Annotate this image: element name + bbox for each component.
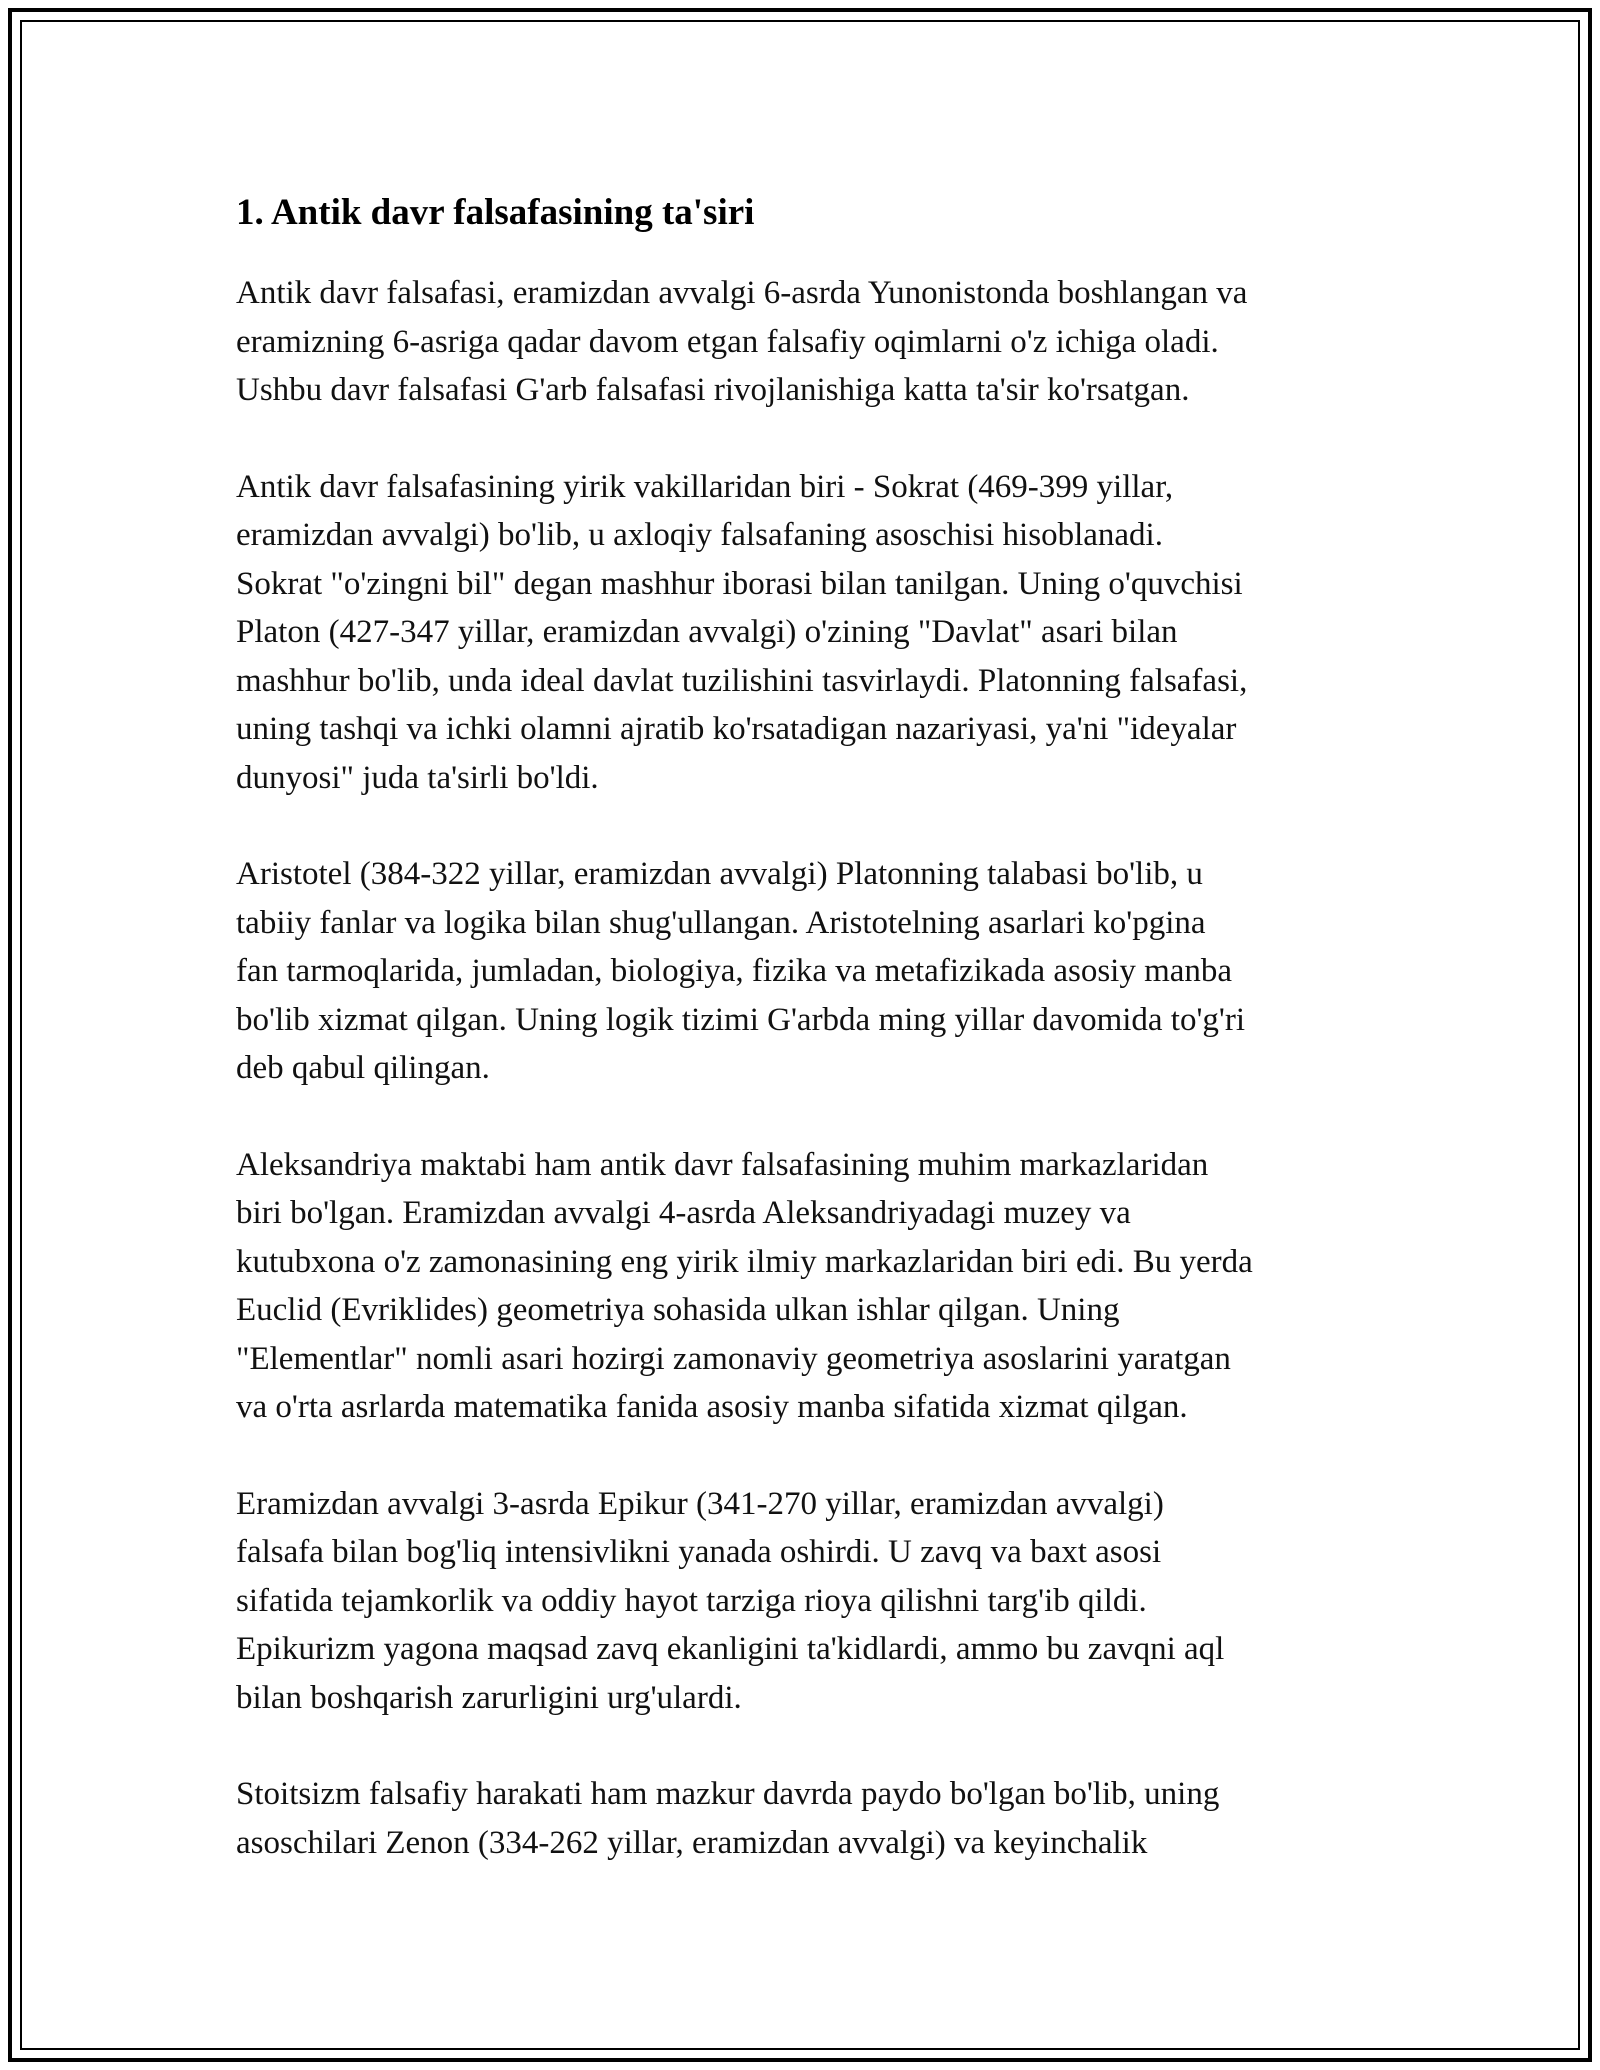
paragraph-stoitsizm	[236, 1770, 1366, 1867]
text-line: bilan boshqarish zarurligini urg'ulardi.	[236, 1679, 742, 1716]
text-line: kutubxona o'z zamonasining eng yirik ilmiy markazlaridan biri edi. Bu yerda	[236, 1243, 1253, 1280]
text-line: eramizning 6-asriga qadar davom etgan falsafiy oqimlarni o'z ichiga oladi.	[236, 323, 1219, 360]
text-line: Ushbu davr falsafasi G'arb falsafasi rivojlanishiga katta ta'sir ko'rsatgan.	[236, 372, 1190, 408]
text-line: uning tashqi va ichki olamni ajratib ko'rsatadigan nazariyasi, ya'ni "ideyalar	[236, 711, 1237, 747]
text-line: Antik davr falsafasi, eramizdan avvalgi 6-asrda Yunonistonda boshlangan va	[236, 275, 1248, 311]
document-body	[236, 185, 1366, 1867]
text-line: asoschilari Zenon (334-262 yillar, eramizdan avvalgi) va keyinchalik	[236, 1824, 1148, 1861]
text-line: Antik davr falsafasining yirik vakillaridan biri - Sokrat (469-399 yillar,	[236, 468, 1174, 505]
text-line: "Elementlar" nomli asari hozirgi zamonaviy geometriya asoslarini yaratgan	[236, 1340, 1231, 1377]
text-line: biri bo'lgan. Eramizdan avvalgi 4-asrda Aleksandriyadagi muzey va	[236, 1195, 1131, 1231]
text-line: Epikurizm yagona maqsad zavq ekanligini ta'kidlardi, ammo bu zavqni aql	[236, 1631, 1225, 1667]
text-line: bo'lib xizmat qilgan. Uning logik tizimi G'arbda ming yillar davomida to'g'ri	[236, 1001, 1246, 1038]
text-line: mashhur bo'lib, unda ideal davlat tuzilishini tasvirlaydi. Platonning falsafasi,	[236, 662, 1248, 699]
paragraph-sokrat-platon	[236, 463, 1366, 803]
text-line: Eramizdan avvalgi 3-asrda Epikur (341-270 yillar, eramizdan avvalgi)	[236, 1485, 1164, 1522]
paragraph-epikur	[236, 1480, 1366, 1723]
text-line: sifatida tejamkorlik va oddiy hayot tarziga rioya qilishni targ'ib qildi.	[236, 1582, 1147, 1619]
text-line: Aristotel (384-322 yillar, eramizdan avvalgi) Platonning talabasi bo'lib, u	[236, 856, 1203, 892]
text-line: va o'rta asrlarda matematika fanida asosiy manba sifatida xizmat qilgan.	[236, 1389, 1188, 1425]
paragraph-aleksandriya	[236, 1141, 1366, 1432]
text-line: eramizdan avvalgi) bo'lib, u axloqiy falsafaning asoschisi hisoblanadi.	[236, 517, 1163, 553]
text-line: falsafa bilan bog'liq intensivlikni yanada oshirdi. U zavq va baxt asosi	[236, 1534, 1162, 1570]
text-line: tabiiy fanlar va logika bilan shug'ullangan. Aristotelning asarlari ko'pgina	[236, 904, 1206, 941]
text-line: dunyosi" juda ta'sirli bo'ldi.	[236, 759, 599, 796]
text-line: deb qabul qilingan.	[236, 1050, 490, 1086]
text-line: Sokrat "o'zingni bil" degan mashhur iborasi bilan tanilgan. Uning o'quvchisi	[236, 565, 1243, 602]
text-line: Aleksandriya maktabi ham antik davr falsafasining muhim markazlaridan	[236, 1146, 1209, 1183]
text-line: Platon (427-347 yillar, eramizdan avvalgi) o'zining "Davlat" asari bilan	[236, 614, 1178, 650]
paragraph-aristotel	[236, 850, 1366, 1093]
paragraph-antik-davr	[236, 269, 1366, 415]
text-line: fan tarmoqlarida, jumladan, biologiya, fizika va metafizikada asosiy manba	[236, 953, 1233, 989]
section-heading: 1. Antik davr falsafasining ta'siri	[236, 192, 755, 233]
text-line: Euclid (Evriklides) geometriya sohasida ulkan ishlar qilgan. Uning	[236, 1292, 1120, 1328]
text-line: Stoitsizm falsafiy harakati ham mazkur davrda paydo bo'lgan bo'lib, uning	[236, 1776, 1220, 1812]
